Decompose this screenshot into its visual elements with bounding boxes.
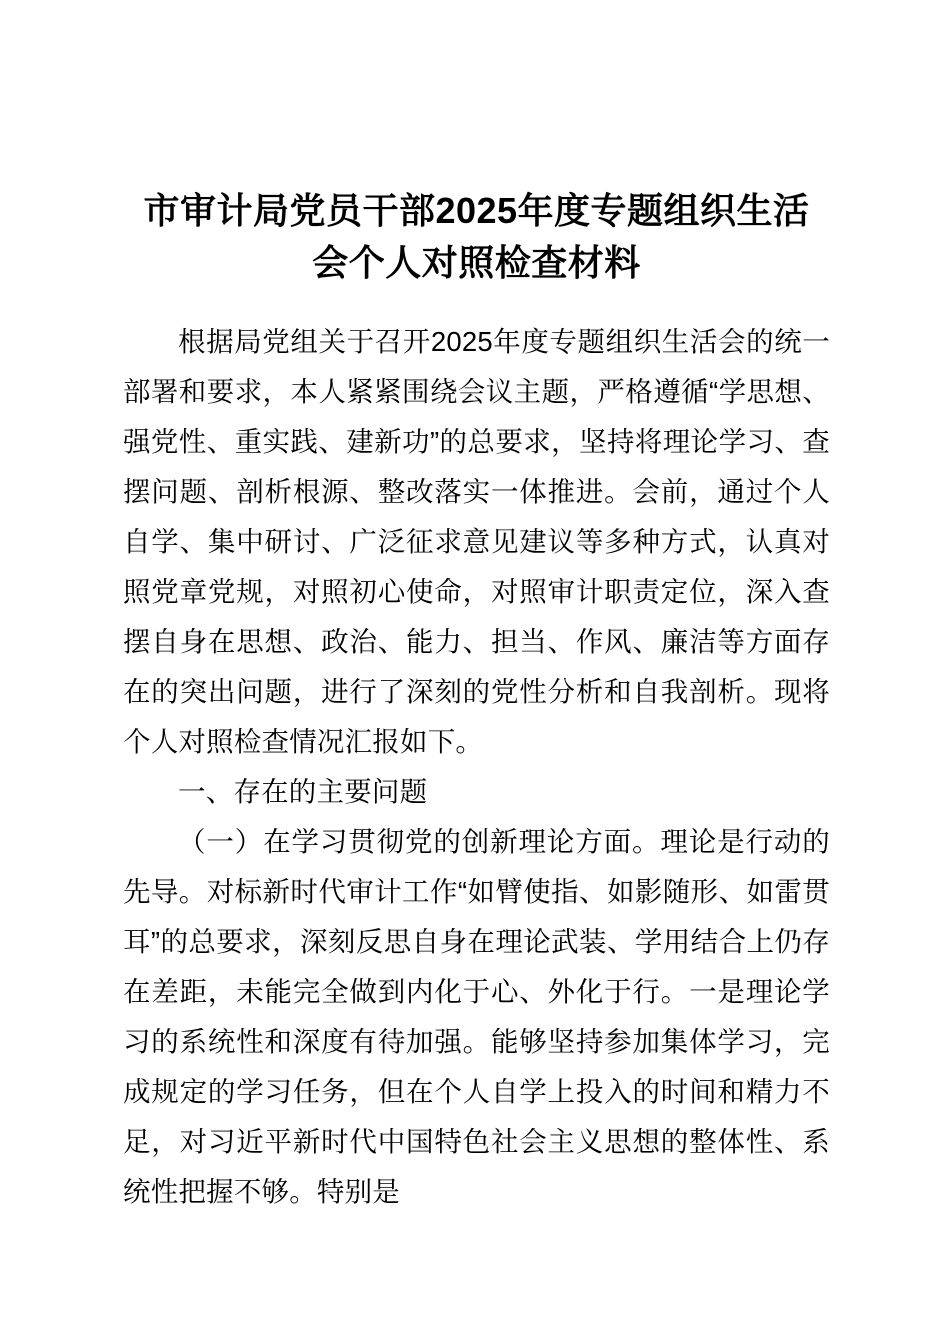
document-body (123, 317, 830, 1217)
section-heading-1: 一、存在的主要问题 (178, 776, 428, 807)
paragraph-intro: 根据局党组关于召开2025年度专题组织生活会的统一部署和要求，本人紧紧围绕会议主题，严格遵循“学思想、强党性、重实践、建新功”的总要求，坚持将理论学习、查摆问题、剖析根源、整改落实一体推进。会前，通过个人自学、集中研讨、广泛征求意见建议等多种方式，认真对照党章党规，对照初心使命，对照审计职责定位，深入查摆自身在思想、政治、能力、担当、作风、廉洁等方面存在的突出问题，进行了深刻的党性分析和自我剖析。现将个人对照检查情况汇报如下。 (123, 326, 830, 757)
page-title: 市审计局党员干部2025年度专题组织生活会个人对照检查材料 (143, 190, 810, 283)
subsection-heading-1-1: （一）在学习贯彻党的创新理论方面。理论是行动的先导。对标新时代审计工作“如臂使指、如影随形、如雷贯耳”的总要求，深刻反思自身在理论武装、学用结合上仍存在差距，未能完全做到内化于心、外化于行。一是理论学习的系统性和深度有待加强。能够坚持参加集体学习，完成规定的学习任务，但在个人自学上投入的时间和精力不足，对习近平新时代中国特色社会主义思想的整体性、系统性把握不够。特别是 (123, 826, 830, 1207)
